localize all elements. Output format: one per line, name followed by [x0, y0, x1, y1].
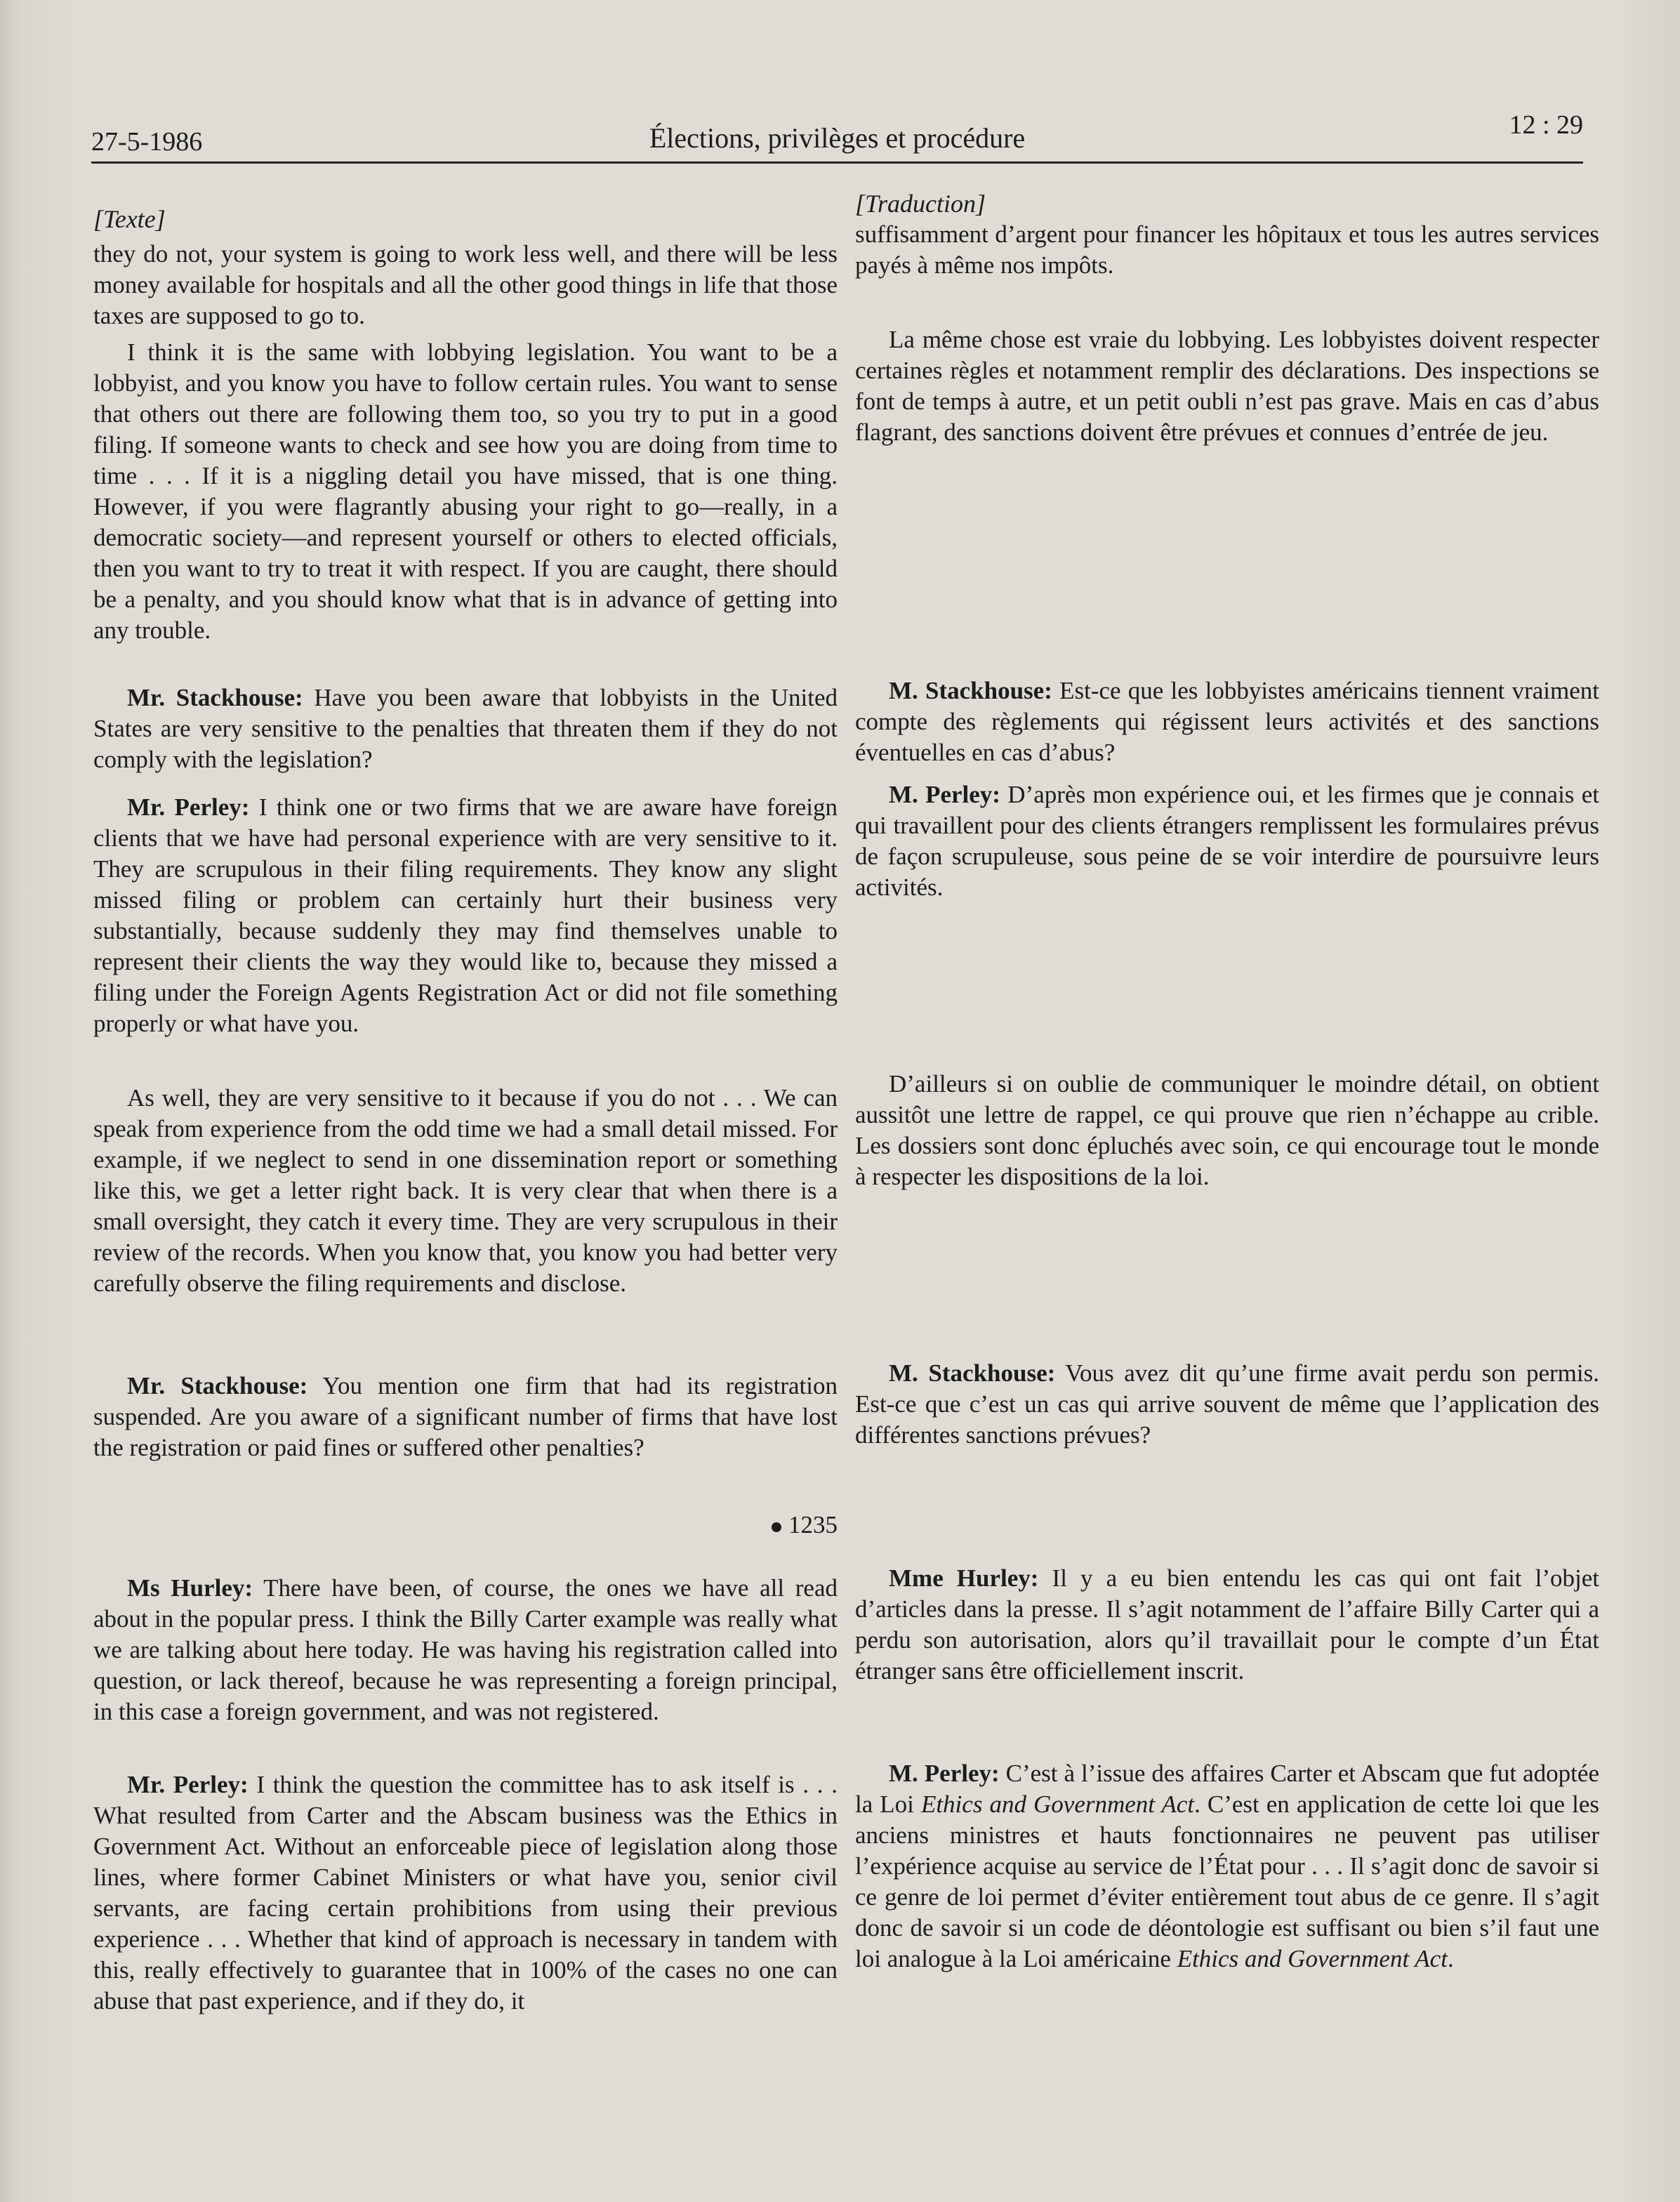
french-column [855, 188, 1599, 2042]
fr-paragraph-6 [855, 1358, 1599, 1451]
header-page-number: 12 : 29 [1509, 110, 1583, 140]
fr-paragraph-5: D’ailleurs si on oublie de communiquer le moindre détail, on obtient aussitôt une lettre de rappel, ce qui prouve que rien n’échappe au crible. Les dossiers sont donc épluchés avec soin, ce qui encourage tout le monde à respecter les dispositions de la loi. [855, 1070, 1599, 1190]
en-paragraph-4 [93, 792, 838, 1039]
speech-text: I think one or two firms that we are aware have foreign clients that we have had personal experience with are very sensitive to it. They are scrupulous in their filing requirements. They know any slight missed filing or problem can certainly hurt their business very substantially, because suddenly they may find themselves unable to represent their clients the way they would like to, because they missed a filing under the Foreign Agents Registration Act or did not file something properly or what have you. [93, 793, 838, 1037]
english-column [93, 204, 838, 2043]
speaker-name: M. Stackhouse: [889, 677, 1052, 704]
speech-text: D’après mon expérience oui, et les firmes que je connais et qui travaillent pour des clients étrangers remplissent les formulaires prévus de façon scrupuleuse, sous peine de se voir interdire de poursuivre leurs activités. [855, 781, 1599, 901]
bullet-icon [772, 1522, 781, 1532]
en-paragraph-8 [93, 1769, 838, 2017]
en-paragraph-7 [93, 1573, 838, 1727]
speech-text: Vous avez dit qu’une firme avait perdu son permis. Est-ce que c’est un cas qui arrive souvent de même que l’application des différentes sanctions prévues? [855, 1359, 1600, 1449]
page-header [91, 105, 1583, 164]
speech-text: . C’est en application de cette loi que les anciens ministres et hauts fonctionnaires ne peuvent pas utiliser l’expérience acquise au service de l’État pour . . . Il s’agit donc de savoir si ce genre de loi permet d’éviter entièrement tout abus de ce genre. Il s’agit donc de savoir si un code de déontologie est suffisant ou bien s’il faut une loi analogue à la Loi américaine [855, 1791, 1599, 1972]
en-paragraph-5: As well, they are very sensitive to it because if you do not . . . We can speak from experience from the odd time we had a small detail missed. For example, if we neglect to send in one dissemination report or something like this, we get a letter right back. It is very clear that when there is a small oversight, they catch it every time. They are very scrupulous in their review of the records. When you know that, you know you had better very carefully observe the filing requirements and disclose. [93, 1084, 838, 1297]
fr-paragraph-7 [855, 1563, 1599, 1687]
header-title: Élections, privilèges et procédure [649, 122, 1026, 154]
speech-text: Il y a eu bien entendu les cas qui ont fait l’objet d’articles dans la presse. Il s’agit notamment de l’affaire Billy Carter qui a perdu son autorisation, alors qu’il travaillait pour le compte d’un État étranger sans être officiellement inscrit. [855, 1564, 1599, 1685]
act-title: Ethics and Government Act [920, 1791, 1195, 1818]
speech-text: C’est à l’issue des affaires Carter et Abscam que fut adoptée la Loi [855, 1760, 1599, 1818]
speech-text: Est-ce que les lobbyistes américains tiennent vraiment compte des règlements qui régissent leurs activités et des sanctions éventuelles en cas d’abus? [855, 677, 1599, 766]
en-paragraph-6 [93, 1371, 838, 1463]
speaker-name: M. Stackhouse: [889, 1359, 1056, 1387]
fr-paragraph-1: suffisamment d’argent pour financer les hôpitaux et tous les autres services payés à même nos impôts. [855, 220, 1599, 279]
fr-paragraph-8 [855, 1758, 1599, 1974]
fr-paragraph-2: La même chose est vraie du lobbying. Les lobbyistes doivent respecter certaines règles et notamment remplir des déclarations. Des inspections se font de temps à autre, et un petit oubli n’est pas grave. Mais en cas d’abus flagrant, des sanctions doivent être prévues et connues d’entrée de jeu. [855, 326, 1599, 446]
fr-paragraph-3 [855, 675, 1599, 768]
speaker-name: Ms Hurley: [127, 1574, 253, 1602]
speech-text: There have been, of course, the ones we have all read about in the popular press. I think the Billy Carter example was really what we are talking about here today. He was having his registration called into question, or lack thereof, because he was representing a foreign principal, in this case a foreign government, and was not registered. [93, 1574, 838, 1725]
speaker-name: Mme Hurley: [889, 1564, 1039, 1592]
fr-paragraph-4 [855, 779, 1599, 903]
speaker-name: Mr. Stackhouse: [127, 1372, 308, 1399]
en-paragraph-2: I think it is the same with lobbying legislation. You want to be a lobbyist, and you know you have to follow certain rules. You want to sense that others out there are following them too, so you try to put in a good filing. If someone wants to check and see how you are doing from time to time . . . If it is a niggling detail you have missed, that is one thing. However, if you were flagrantly abusing your right to go—really, in a democratic society—and represent yourself or others to elected officials, then you want to try to treat it with respect. If you are caught, there should be a penalty, and you should know what that is in advance of getting into any trouble. [93, 338, 838, 644]
speaker-name: Mr. Perley: [127, 793, 250, 821]
time-marker-value: 1235 [788, 1511, 838, 1538]
english-text-tag: [Texte] [93, 205, 166, 233]
speaker-name: Mr. Stackhouse: [127, 684, 303, 711]
speech-text: You mention one firm that had its registration suspended. Are you aware of a significant number of firms that have lost the registration or paid fines or suffered other penalties? [93, 1372, 838, 1461]
speaker-name: Mr. Perley: [127, 1771, 249, 1798]
en-paragraph-1: they do not, your system is going to work less well, and there will be less money available for hospitals and all the other good things in life that those taxes are supposed to go to. [93, 240, 838, 329]
speech-text: I think the question the committee has to ask itself is . . . What resulted from Carter and the Abscam business was the Ethics in Government Act. Without an enforceable piece of legislation along those lines, where former Cabinet Ministers or what have you, senior civil servants, are facing certain prohibitions from using their previous experience . . . Whether that kind of approach is necessary in tandem with this, really effectively to guarantee that in 100% of the cases no one can abuse that past experience, and if they do, it [93, 1771, 838, 2015]
en-paragraph-3 [93, 683, 838, 775]
act-title: Ethics and Government Act [1177, 1945, 1448, 1972]
speaker-name: M. Perley: [889, 781, 1000, 808]
speech-text: Have you been aware that lobbyists in the United States are very sensitive to the penalties that threaten them if they do not comply with the legislation? [93, 684, 838, 773]
time-marker [772, 1510, 838, 1541]
header-date: 27-5-1986 [91, 127, 203, 157]
speech-text: . [1447, 1945, 1454, 1972]
speaker-name: M. Perley: [889, 1760, 1000, 1787]
french-translation-tag: [Traduction] [855, 190, 986, 218]
